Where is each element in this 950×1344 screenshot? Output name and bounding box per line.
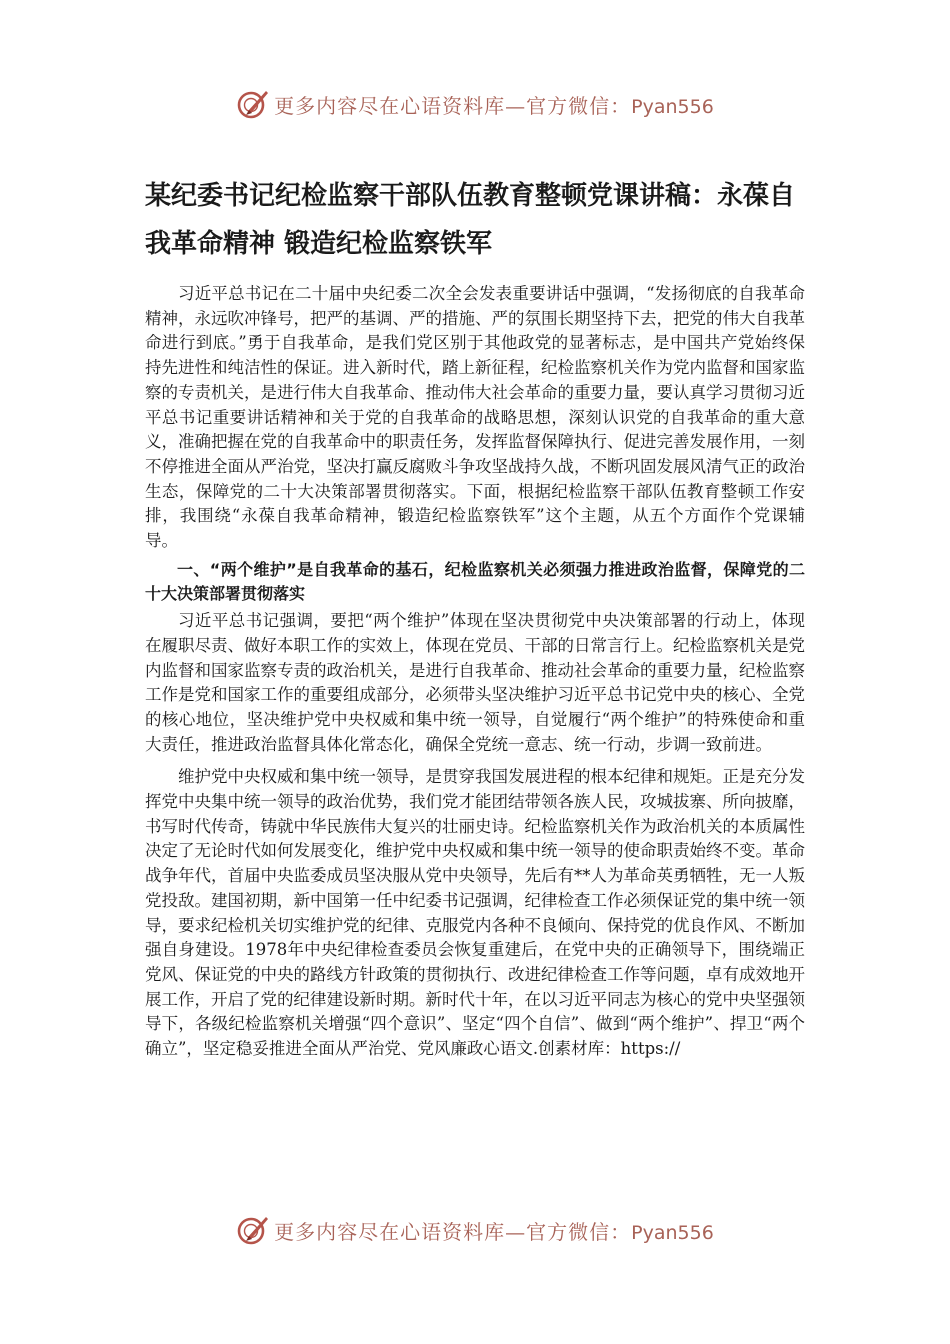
pen-nib-circle-logo-icon: [236, 1213, 270, 1247]
document-title: 某纪委书记纪检监察干部队伍教育整顿党课讲稿：永葆自我革命精神 锻造纪检监察铁军: [145, 181, 796, 259]
banner-brand: 更多内容尽在心语资料库—官方微信：: [274, 1219, 632, 1244]
header-banner: [0, 84, 950, 124]
paragraph-section1-1: 习近平总书记强调，要把“两个维护”体现在坚决贯彻党中央决策部署的行动上，体现在履职尽责、做好本职工作的实效上，体现在党员、干部的日常言行上。纪检监察机关是党内监督和国家监察专责的政治机关，是进行自我革命、推动社会革命的重要力量，纪检监察工作是党和国家工作的重要组成部分，必须带头坚决维护习近平总书记党中央的核心、全党的核心地位，坚决维护党中央权威和集中统一领导，自觉履行“两个维护”的特殊使命和重大责任，推进政治监督具体化常态化，确保全党统一意志、统一行动，步调一致前进。: [145, 611, 805, 754]
banner-brand: 更多内容尽在心语资料库—官方微信：: [274, 93, 632, 118]
footer-banner: [0, 1210, 950, 1250]
banner-wechat-id: Pyan556: [631, 95, 714, 118]
paragraph-intro: 习近平总书记在二十届中央纪委二次全会发表重要讲话中强调，“发扬彻底的自我革命精神，永远吹冲锋号，把严的基调、严的措施、严的氛围长期坚持下去，把党的伟大自我革命进行到底。”勇于自我革命，是我们党区别于其他政党的显著标志，是中国共产党始终保持先进性和纯洁性的保证。进入新时代，踏上新征程，纪检监察机关作为党内监督和国家监察的专责机关，是进行伟大自我革命、推动伟大社会革命的重要力量，要认真学习贯彻习近平总书记重要讲话精神和关于党的自我革命的战略思想，深刻认识党的自我革命的重大意义，准确把握在党的自我革命中的职责任务，发挥监督保障执行、促进完善发展作用，一刻不停推进全面从严治党，坚决打赢反腐败斗争攻坚战持久战，不断巩固发展风清气正的政治生态，保障党的二十大决策部署贯彻落实。下面，根据纪检监察干部队伍教育整顿工作安排，我围绕“永葆自我革命精神，锻造纪检监察铁军”这个主题，从五个方面作个党课辅导。: [145, 284, 805, 551]
document-body: [145, 282, 805, 1062]
banner-text: [274, 90, 714, 119]
section-heading-1: 一、“两个维护”是自我革命的基石，纪检监察机关必须强力推进政治监督，保障党的二十大决策部署贯彻落实: [145, 559, 805, 604]
pen-nib-circle-logo-icon: [236, 87, 270, 121]
banner-wechat-id: Pyan556: [631, 1221, 714, 1244]
banner-text: [274, 1216, 714, 1245]
paragraph-section1-2: 维护党中央权威和集中统一领导，是贯穿我国发展进程的根本纪律和规矩。正是充分发挥党中央集中统一领导的政治优势，我们党才能团结带领各族人民，攻城拔寨、所向披靡，书写时代传奇，铸就中华民族伟大复兴的壮丽史诗。纪检监察机关作为政治机关的本质属性决定了无论时代如何发展变化，维护党中央权威和集中统一领导的使命职责始终不变。革命战争年代，首届中央监委成员坚决服从党中央领导，先后有**人为革命英勇牺牲，无一人叛党投敌。建国初期，新中国第一任中纪委书记强调，纪律检查工作必须保证党的集中统一领导，要求纪检机关切实维护党的纪律、克服党内各种不良倾向、保持党的优良作风、不断加强自身建设。1978年中央纪律检查委员会恢复重建后，在党中央的正确领导下，围绕端正党风、保证党的中央的路线方针政策的贯彻执行、改进纪律检查工作等问题，卓有成效地开展工作，开启了党的纪律建设新时期。新时代十年，在以习近平同志为核心的党中央坚强领导下，各级纪检监察机关增强“四个意识”、坚定“四个自信”、做到“两个维护”、捍卫“两个确立”，坚定稳妥推进全面从严治党、党风廉政心语文.创素材库：https://: [145, 767, 805, 1059]
